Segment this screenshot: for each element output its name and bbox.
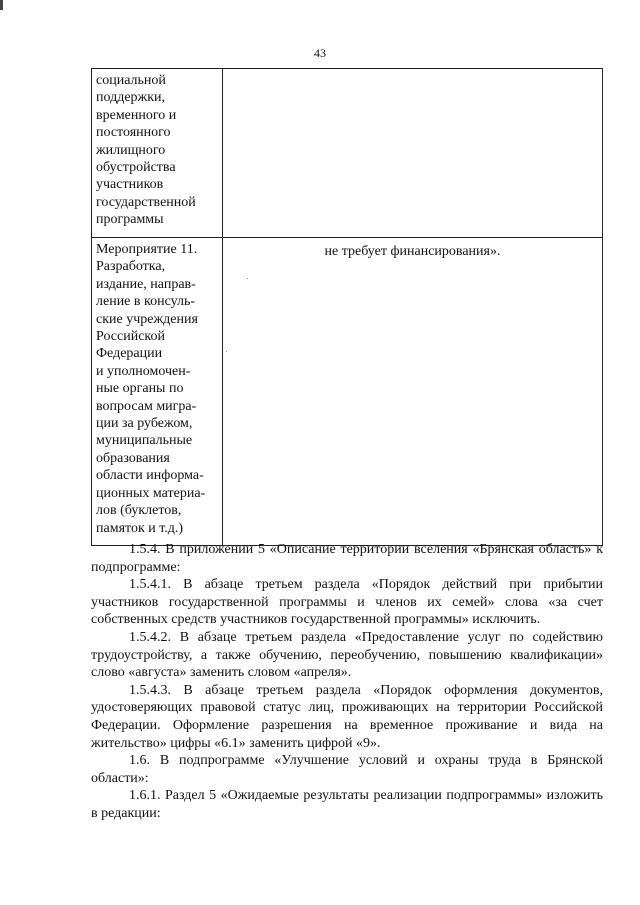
scan-corner-mark xyxy=(0,0,3,10)
scan-speck xyxy=(226,351,227,352)
table-cell-right xyxy=(223,238,603,546)
scan-speck xyxy=(247,278,248,279)
financing-note: не требует финансирования». xyxy=(324,244,501,259)
paragraph-1-5-4-1: 1.5.4.1. В абзаце третьем раздела «Порядок действий при прибытии участников государственной программы и членов их семей» слова «за счет собственных средств участников государственной программы» исключить. xyxy=(91,577,603,628)
page-number: 43 xyxy=(314,46,326,60)
table-cell-left xyxy=(92,238,223,546)
program-table xyxy=(91,68,603,546)
paragraph-1-5-4-3: 1.5.4.3. В абзаце третьем раздела «Порядок оформления документов, удостоверяющих правовой статус лиц, проживающих на территории Российской Федерации. Оформление разрешения на временное проживание и вида на жительство» цифры «6.1» заменить цифрой «9». xyxy=(91,682,603,751)
table-cell-right xyxy=(223,69,603,238)
paragraph-1-6-1: 1.6.1. Раздел 5 «Ожидаемые результаты реализации подпрограммы» изложить в редакции: xyxy=(91,788,603,821)
table-row xyxy=(92,238,603,546)
table-cell-left xyxy=(92,69,223,238)
paragraph-1-5-4-2: 1.5.4.2. В абзаце третьем раздела «Предоставление услуг по содействию трудоустройству, а также обучению, переобучению, повышению квалификации» слово «августа» заменить словом «апреля». xyxy=(91,629,603,681)
paragraph-1-6: 1.6. В подпрограмме «Улучшение условий и охраны труда в Брянской области»: xyxy=(91,753,603,786)
paragraph-1-5-4: 1.5.4. В приложении 5 «Описание территории вселения «Брянская область» к подпрограмме: xyxy=(91,542,603,575)
amendment-text xyxy=(91,541,603,823)
row-1-left-text: социальной поддержки, временного и постоянного жилищного обустройства участников государственной программы xyxy=(96,73,196,228)
row-2-left-text: Мероприятие 11. Разработка, издание, направ- ление в консуль- ские учреждения Российской Федерации и уполномочен- ные органы по вопросам мигра- ции за рубежом, муниципальные образования области информа- ционных материа- лов (буклетов, памяток и т.д.) xyxy=(96,242,206,536)
table-row xyxy=(92,69,603,238)
